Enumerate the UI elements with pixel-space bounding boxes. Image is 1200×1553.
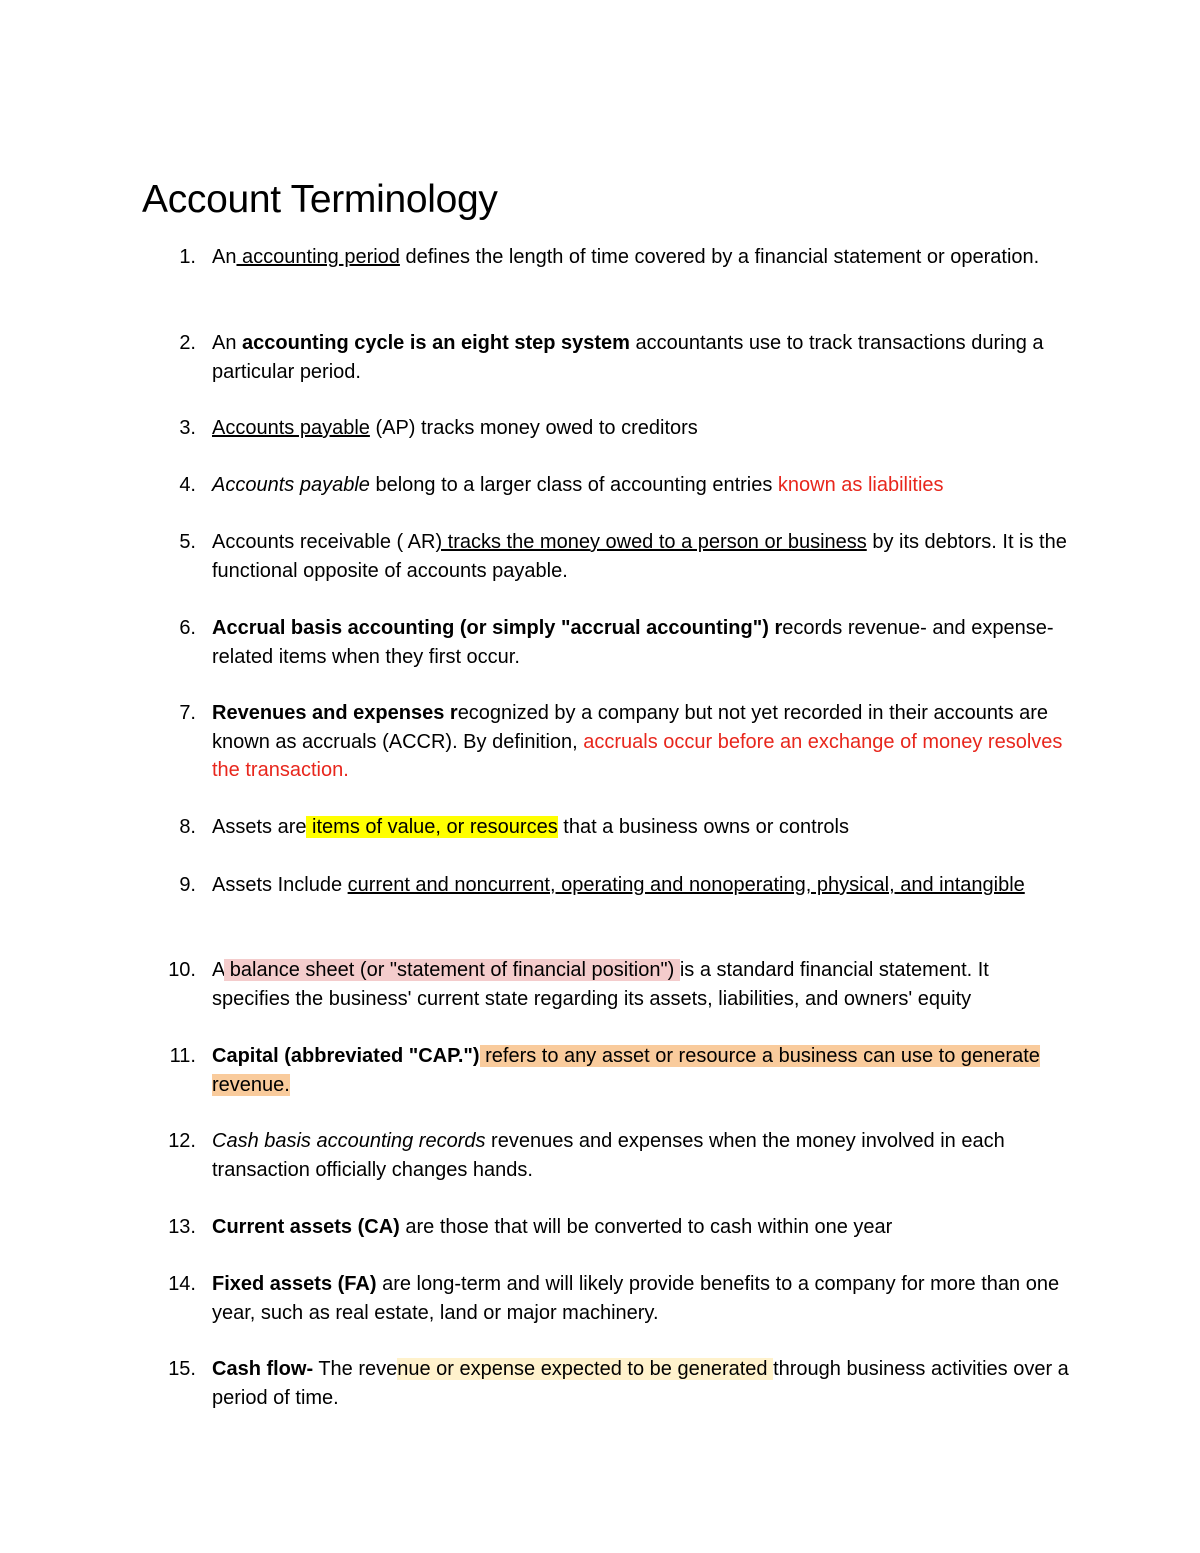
list-number: 2. [179,332,196,354]
list-number: 10. [168,959,196,981]
page-title: Account Terminology [142,178,498,221]
list-number: 3. [179,417,196,439]
list-number: 1. [179,246,196,268]
list-item-text: An accounting period defines the length of time covered by a financial statement or operation. [212,246,1040,268]
list-number: 7. [179,702,196,724]
list-number: 6. [179,617,196,639]
list-item-text: Fixed assets (FA) are long-term and will likely provide benefits to a company for more than one year, such as real estate, land or major machinery. [212,1273,1060,1324]
list-item-text: Assets Include current and noncurrent, operating and nonoperating, physical, and intangible [212,874,1025,896]
list-number: 12. [168,1130,196,1152]
list-number: 4. [179,474,196,496]
list-item-text: Capital (abbreviated "CAP.") refers to any asset or resource a business can use to generate revenue. [212,1045,1040,1096]
list-number: 5. [179,531,196,553]
list-item-text: Cash flow- The revenue or expense expected to be generated through business activities over a period of time. [212,1358,1069,1409]
list-number: 8. [179,816,196,838]
list-item-text: Accounts payable (AP) tracks money owed to creditors [212,417,698,439]
list-item-text: Cash basis accounting records revenues and expenses when the money involved in each transaction officially changes hands. [212,1130,1005,1181]
list-item-text: Revenues and expenses recognized by a company but not yet recorded in their accounts are known as accruals (ACCR). By definition, accruals occur before an exchange of money resolves the transaction. [212,702,1063,781]
list-item-text: Assets are items of value, or resources that a business owns or controls [212,816,849,838]
list-number: 11. [169,1045,196,1067]
list-number: 14. [168,1273,196,1295]
list-number: 15. [168,1358,196,1380]
list-number: 13. [168,1216,196,1238]
list-item-text: An accounting cycle is an eight step system accountants use to track transactions during a particular period. [212,332,1044,383]
list-number: 9. [179,874,196,896]
list-item-text: Accounts payable belong to a larger class of accounting entries known as liabilities [212,474,944,496]
list-item-text: Accounts receivable ( AR) tracks the money owed to a person or business by its debtors. It is the functional opposite of accounts payable. [212,531,1067,582]
list-item-text: A balance sheet (or "statement of financial position") is a standard financial statement. It specifies the business' current state regarding its assets, liabilities, and owners' equity [212,959,989,1010]
list-item-text: Accrual basis accounting (or simply "accrual accounting") records revenue- and expense-related items when they first occur. [212,617,1054,668]
list-item-text: Current assets (CA) are those that will be converted to cash within one year [212,1216,893,1238]
